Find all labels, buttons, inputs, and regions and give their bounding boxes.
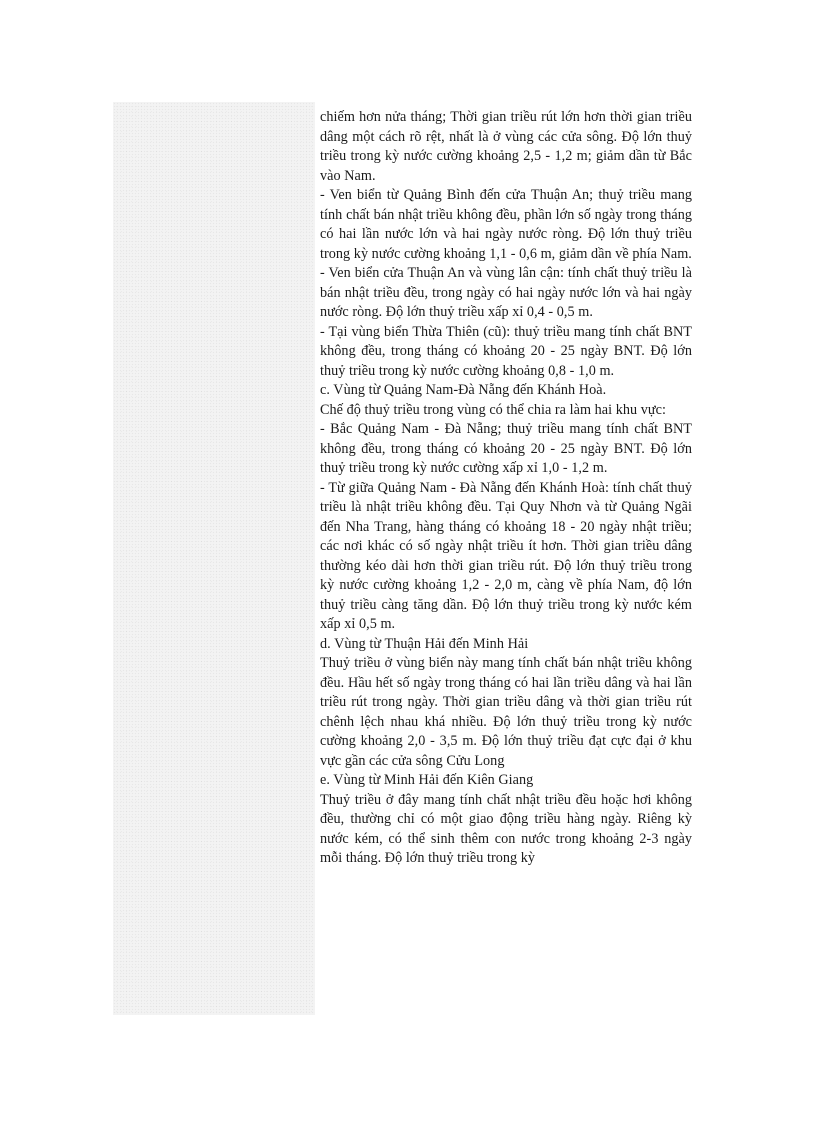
body-text-column	[320, 108, 692, 1018]
paragraph: - Ven biển cửa Thuận An và vùng lân cận: tính chất thuỷ triều là bán nhật triều đều, trong ngày có hai ngày nước lớn và hai ngày nước ròng. Độ lớn thuỷ triều xấp xỉ 0,4 - 0,5 m.	[320, 265, 692, 320]
paragraph: Chế độ thuỷ triều trong vùng có thể chia ra làm hai khu vực:	[320, 401, 666, 418]
paragraph: - Tại vùng biển Thừa Thiên (cũ): thuỷ triều mang tính chất BNT không đều, trong tháng có khoảng 20 - 25 ngày BNT. Độ lớn thuỷ triều trong kỳ nước cường khoảng 0,8 - 1,0 m.	[320, 323, 692, 379]
paragraph: Thuỷ triều ở vùng biển này mang tính chất bán nhật triều không đều. Hầu hết số ngày trong tháng có hai lần triều dâng và hai lần triều rút trong ngày. Thời gian triều dâng và thời gian triều rút chênh lệch nhau khá nhiều. Độ lớn thuỷ triều trong kỳ nước cường khoảng 2,0 - 3,5 m. Độ lớn thuỷ triều đạt cực đại ở khu vực gần các cửa sông Cửu Long	[320, 655, 692, 769]
left-shaded-panel	[113, 102, 315, 1015]
paragraph: - Ven biển từ Quảng Bình đến cửa Thuận An; thuỷ triều mang tính chất bán nhật triều không đều, phần lớn số ngày trong tháng có hai lần nước lớn và hai ngày nước ròng. Độ lớn thuỷ triều trong kỳ nước cường khoảng 1,1 - 0,6 m, giảm dần về phía Nam.	[320, 187, 692, 262]
section-heading: d. Vùng từ Thuận Hải đến Minh Hải	[320, 635, 529, 652]
section-heading: c. Vùng từ Quảng Nam-Đà Nẵng đến Khánh Hoà.	[320, 382, 607, 398]
paragraph: - Từ giữa Quảng Nam - Đà Nẵng đến Khánh Hoà: tính chất thuỷ triều là nhật triều không đều. Tại Quy Nhơn và từ Quảng Ngãi đến Nha Trang, hàng tháng có khoảng 18 - 20 ngày nhật triều; các nơi khác có số ngày nhật triều ít hơn. Thời gian triều dâng thường kéo dài hơn thời gian triều rút. Độ lớn thuỷ triều trong kỳ nước cường khoảng 1,2 - 2,0 m, càng về phía Nam, độ lớn thuỷ triều càng tăng dần. Độ lớn thuỷ triều trong kỳ nước kém xấp xỉ 0,5 m.	[320, 479, 692, 632]
paragraph: - Bắc Quảng Nam - Đà Nẵng; thuỷ triều mang tính chất BNT không đều, trong tháng có khoảng 20 - 25 ngày BNT. Độ lớn thuỷ triều trong kỳ nước cường xấp xỉ 1,0 - 1,2 m.	[320, 421, 692, 476]
paragraph: Thuỷ triều ở đây mang tính chất nhật triều đều hoặc hơi không đều, thường chỉ có một giao động triều hàng ngày. Riêng kỳ nước kém, có thể sinh thêm con nước trong khoảng 2-3 ngày mỗi tháng. Độ lớn thuỷ triều trong kỳ	[320, 791, 692, 866]
paragraph: chiếm hơn nửa tháng; Thời gian triều rút lớn hơn thời gian triều dâng một cách rõ rệt, nhất là ở vùng các cửa sông. Độ lớn thuỷ triều trong kỳ nước cường khoảng 2,5 - 1,2 m; giảm dần từ Bắc vào Nam.	[320, 109, 692, 184]
section-heading: e. Vùng từ Minh Hải đến Kiên Giang	[320, 772, 534, 788]
